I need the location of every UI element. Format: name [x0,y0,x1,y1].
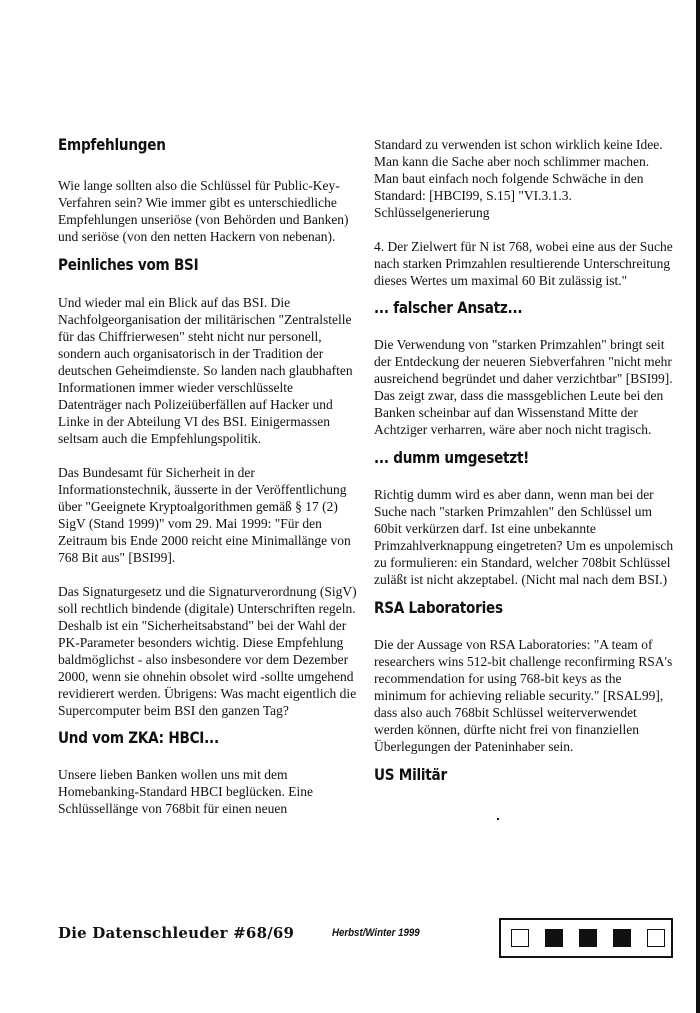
heading-us-militaer: US Militär [374,765,447,784]
issue-box-filled [613,929,631,947]
heading-zka: Und vom ZKA: HBCI... [58,728,219,747]
page-edge-bar [696,0,700,1013]
paragraph-quote: 4. Der Zielwert für N ist 768, wobei eine aus der Suche nach starken Primzahlen resultierende Unterschreitung dieses Wertes um maximal 60 Bit zulässig ist." [374,239,673,288]
heading-dumm-umgesetzt: ... dumm umgesetzt! [374,448,530,467]
paragraph-rsa: Die der Aussage von RSA Laboratories: "A team of researchers wins 512-bit challenge reconfirming RSA's recommendation for using 768-bit keys as the minimum for achieving reliable security." [RSAL99], dass also auch 768bit Schlüssel weiterverwendet werden können, dürfte nicht frei von finanziellen Überlegungen der Pateninhaber sein. [374,637,673,754]
heading-peinliches: Peinliches vom BSI [58,255,199,274]
stray-mark [497,818,499,820]
issue-box-empty [511,929,529,947]
paragraph-ansatz: Die Verwendung von "starken Primzahlen" bringt seit der Entdeckung der neueren Siebverfahren "nicht mehr ausreichend begründet und daher verzichtbar" [BSI99]. Das zeigt zwar, dass die massgeblichen Leute bei den Banken scheinbar auf dan Wissenstand Mitte der Achtziger verharren, wäre aber noch nicht tragisch. [374,337,673,437]
footer-season: Herbst/Winter 1999 [332,927,420,939]
heading-falscher-ansatz: ... falscher Ansatz... [374,298,523,317]
paragraph-bsi-1: Und wieder mal ein Blick auf das BSI. Die Nachfolgeorganisation der militärischen "Zentralstelle für das Chiffrierwesen" steht nicht nur personell, sondern auch organisatorisch in der Tradition der deutschen Geheimdienste. So landen nach glaubhaften Informationen immer wieder verschlüsselte Datenträger nach Polizeiüberfällen auf Hacker und Linke in der Abteilung VI des BSI. Einigermassen seltsam auch die Empfehlungspolitik. [58,295,353,446]
heading-empfehlungen: Empfehlungen [58,135,166,154]
issue-box-filled [545,929,563,947]
paragraph-zka: Unsere lieben Banken wollen uns mit dem Homebanking-Standard HBCI beglücken. Eine Schlüssellänge von 768bit für einen neuen [58,767,313,816]
issue-box-empty [647,929,665,947]
issue-box-filled [579,929,597,947]
paragraph-continued: Standard zu verwenden ist schon wirklich keine Idee. Man kann die Sache aber noch schlimmer machen. Man baut einfach noch folgende Schwäche in den Standard: [HBCI99, S.15] "VI.3.1.3. Schlüsselgenerierung [374,137,663,220]
paragraph-empfehlungen: Wie lange sollten also die Schlüssel für Public-Key-Verfahren sein? Wie immer gibt es unterschiedliche Empfehlungen unseriöse (von Behörden und Banken) und seriöse (von den netten Hackern von nebenan). [58,178,349,244]
paragraph-dumm: Richtig dumm wird es aber dann, wenn man bei der Suche nach "starken Primzahlen" den Schlüssel um 60bit verkürzen darf. Ist eine unbekannte Primzahlverknappung eingetreten? Um es unpolemisch zu formulieren: ein Standard, welcher 708bit Schlüssel zuläßt ist nicht akzeptabel. (Nicht mal nach dem BSI.) [374,487,674,587]
issue-boxes [499,918,673,958]
footer-magazine-title: Die Datenschleuder #68/69 [58,924,295,942]
paragraph-bsi-2: Das Bundesamt für Sicherheit in der Informationstechnik, äusserte in der Veröffentlichung über "Geeignete Kryptoalgorithmen gemäß § 17 (2) SigV (Stand 1999)" vom 29. Mai 1999: "Für den Zeitraum bis Ende 2000 reicht eine Minimallänge von 768 Bit aus" [BSI99]. [58,465,351,565]
paragraph-bsi-3: Das Signaturgesetz und die Signaturverordnung (SigV) soll rechtlich bindende (digitale) Unterschriften regeln. Deshalb ist ein "Sicherheitsabstand" bei der Wahl der PK-Parameter besonders wichtig. Diese Empfehlung baldmöglichst - also insbesondere vor dem Dezember 2000, wenn sie ohnehin obsolet wird -sollte umgehend revidierert werden. Übrigens: Was macht eigentlich die Supercomputer beim BSI den ganzen Tag? [58,584,357,718]
right-column [374,136,676,783]
left-column [58,136,360,817]
heading-rsa: RSA Laboratories [374,598,503,617]
